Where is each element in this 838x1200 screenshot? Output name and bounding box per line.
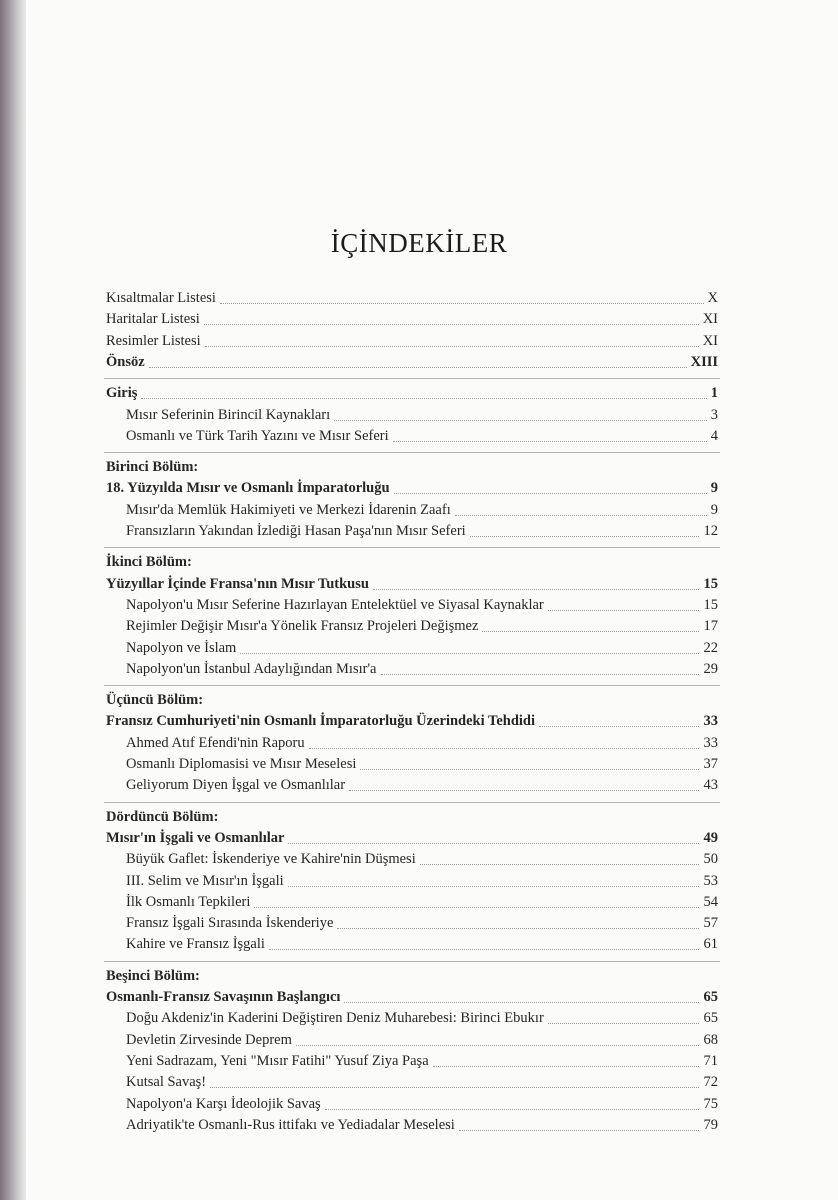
toc-page-number: 57 (703, 915, 718, 932)
toc-part-heading (0, 689, 838, 711)
dot-leader (254, 907, 699, 908)
toc-entry-label: Mısır Seferinin Birincil Kaynakları (126, 406, 331, 423)
toc-entry (0, 1029, 838, 1051)
toc-page-number: 33 (703, 713, 718, 730)
toc-chapter-entry (0, 351, 838, 373)
toc-entry-label: Adriyatik'te Osmanlı-Rus ittifakı ve Yediadalar Meselesi (126, 1116, 455, 1133)
dot-leader (220, 303, 704, 304)
toc-entry (0, 404, 838, 426)
toc-page-number: 9 (710, 501, 718, 518)
toc-page-number: 17 (703, 618, 718, 635)
toc-entry (0, 848, 838, 870)
section-divider (104, 378, 720, 379)
toc-page-number: 15 (703, 596, 718, 613)
toc-entry-label: Fransızların Yakından İzlediği Hasan Paşa'nın Mısır Seferi (126, 523, 466, 539)
dot-leader (149, 367, 687, 368)
toc-entry-label: Fransız İşgali Sırasında İskenderiye (126, 915, 334, 932)
toc-entry (0, 1007, 838, 1029)
toc-entry-label: Ahmed Atıf Efendi'nin Raporu (126, 734, 305, 751)
toc-part-heading-label: İkinci Bölüm: (106, 554, 192, 571)
toc-entry-label: III. Selim ve Mısır'ın İşgali (126, 872, 284, 889)
toc-page-number: 9 (710, 480, 718, 497)
dot-leader (349, 790, 699, 791)
toc-entry (0, 637, 838, 659)
toc-part-heading (0, 806, 838, 828)
toc-entry-label: Fransız Cumhuriyeti'nin Osmanlı İmparatorluğu Üzerindeki Tehdidi (106, 713, 536, 730)
toc-entry (0, 774, 838, 796)
toc-entry (0, 287, 838, 309)
toc-entry-label: Giriş (106, 385, 138, 402)
toc-chapter-entry (0, 710, 838, 732)
toc-chapter-entry (0, 986, 838, 1008)
toc-entry-label: Rejimler Değişir Mısır'a Yönelik Fransız Projeleri Değişmez (126, 618, 479, 635)
section-divider (104, 547, 720, 548)
toc-page-number: 65 (703, 989, 718, 1005)
toc-page-number: 65 (703, 1010, 718, 1027)
toc-entry-label: Büyük Gaflet: İskenderiye ve Kahire'nin Düşmesi (126, 851, 416, 868)
toc-entry-label: Osmanlı ve Türk Tarih Yazını ve Mısır Seferi (126, 427, 389, 444)
toc-entry (0, 1093, 838, 1115)
toc-page-number: 22 (703, 639, 718, 656)
toc-entry (0, 870, 838, 892)
toc-entry (0, 658, 838, 680)
dot-leader (337, 928, 699, 929)
toc-page-number: 71 (703, 1052, 718, 1069)
toc-part-heading (0, 965, 838, 987)
toc-entry-label: Yeni Sadrazam, Yeni "Mısır Fatihi" Yusuf Ziya Paşa (126, 1052, 429, 1069)
toc-entry-label: Mısır'ın İşgali ve Osmanlılar (106, 829, 285, 846)
dot-leader (344, 1002, 699, 1003)
toc-page-number: X (707, 290, 718, 306)
toc-entry (0, 308, 838, 330)
toc-entry (0, 912, 838, 934)
toc-page-number: 3 (710, 406, 718, 423)
toc-entry-label: Napolyon'un İstanbul Adaylığından Mısır'a (126, 660, 377, 677)
dot-leader (334, 420, 707, 421)
toc-entry (0, 499, 838, 521)
toc-entry-label: Geliyorum Diyen İşgal ve Osmanlılar (126, 777, 346, 794)
toc-entry-label: Napolyon'a Karşı İdeolojik Savaş (126, 1095, 321, 1112)
toc-page-number: XI (702, 311, 718, 328)
toc-page-number: XIII (690, 353, 718, 370)
toc-page-number: 37 (703, 756, 718, 772)
toc-entry (0, 330, 838, 352)
dot-leader (360, 769, 699, 770)
toc-entry-label: Doğu Akdeniz'in Kaderini Değiştiren Deniz Muharebesi: Birinci Ebukır (126, 1010, 544, 1027)
toc-entry (0, 732, 838, 754)
section-divider (104, 961, 720, 962)
toc-part-heading-label: Dördüncü Bölüm: (106, 808, 219, 825)
dot-leader (309, 748, 699, 749)
toc-page-number: 33 (703, 734, 718, 751)
page-title: İÇİNDEKİLER (330, 228, 508, 258)
dot-leader (420, 864, 699, 865)
dot-leader (210, 1087, 699, 1088)
dot-leader (381, 674, 699, 675)
dot-leader (269, 949, 699, 950)
toc-chapter-entry (0, 477, 838, 499)
dot-leader (433, 1066, 699, 1067)
dot-leader (548, 610, 699, 611)
toc-entry (0, 594, 838, 616)
toc-entry-label: Önsöz (106, 353, 145, 370)
toc-chapter-entry (0, 573, 838, 595)
toc-page-number: 1 (710, 385, 718, 402)
toc-entry (0, 1050, 838, 1072)
toc-entry-label: Resimler Listesi (106, 332, 201, 349)
dot-leader (455, 515, 707, 516)
toc-page-number: 54 (703, 893, 718, 910)
toc-entry-label: İlk Osmanlı Tepkileri (126, 893, 251, 910)
toc-entry-label: Devletin Zirvesinde Deprem (126, 1031, 292, 1048)
toc-page-number: 75 (703, 1095, 718, 1112)
toc-part-heading-label: Birinci Bölüm: (106, 459, 199, 476)
toc-entry-label: Kısaltmalar Listesi (106, 290, 216, 306)
toc-page-number: 72 (703, 1074, 718, 1091)
dot-leader (482, 631, 699, 632)
toc-page-number: 15 (703, 575, 718, 592)
toc-entry-label: Osmanlı Diplomasisi ve Mısır Meselesi (126, 756, 357, 772)
toc-page-number: 50 (703, 851, 718, 868)
dot-leader (240, 653, 699, 654)
dot-leader (288, 843, 699, 844)
dot-leader (204, 324, 699, 325)
toc-entry (0, 933, 838, 955)
toc-entry-label: Yüzyıllar İçinde Fransa'nın Mısır Tutkusu (106, 575, 369, 592)
toc-page-number: 4 (710, 427, 718, 444)
dot-leader (288, 886, 699, 887)
dot-leader (373, 589, 699, 590)
toc-entry (0, 1071, 838, 1093)
dot-leader (205, 346, 699, 347)
toc-page-number: XI (702, 332, 718, 349)
section-divider (104, 685, 720, 686)
section-divider (104, 452, 720, 453)
toc-page-number: 49 (703, 829, 718, 846)
toc-page-number: 79 (703, 1116, 718, 1133)
toc-page-number: 61 (703, 936, 718, 953)
toc-page-number: 53 (703, 872, 718, 889)
toc-page-number: 12 (703, 523, 718, 539)
toc-entry (0, 615, 838, 637)
toc-entry-label: Osmanlı-Fransız Savaşının Başlangıcı (106, 989, 341, 1005)
toc-chapter-entry (0, 382, 838, 404)
toc-entry (0, 891, 838, 913)
toc-page-number: 43 (703, 777, 718, 794)
dot-leader (394, 493, 707, 494)
toc-entry (0, 520, 838, 542)
dot-leader (325, 1109, 699, 1110)
dot-leader (296, 1045, 699, 1046)
toc-entry-label: Napolyon ve İslam (126, 639, 237, 656)
toc-entry-label: Kahire ve Fransız İşgali (126, 936, 265, 953)
toc-page-number: 29 (703, 660, 718, 677)
dot-leader (459, 1130, 699, 1131)
toc-entry-label: Mısır'da Memlük Hakimiyeti ve Merkezi İdarenin Zaafı (126, 501, 451, 518)
toc-entry (0, 753, 838, 775)
toc-page-number: 68 (703, 1031, 718, 1048)
toc-chapter-entry (0, 827, 838, 849)
toc-entry (0, 1114, 838, 1136)
dot-leader (539, 726, 699, 727)
toc-entry (0, 425, 838, 447)
dot-leader (470, 536, 699, 537)
dot-leader (548, 1023, 699, 1024)
toc-entry-label: 18. Yüzyılda Mısır ve Osmanlı İmparatorluğu (106, 480, 390, 497)
toc-part-heading-label: Üçüncü Bölüm: (106, 692, 204, 709)
dot-leader (393, 441, 707, 442)
toc-entry-label: Napolyon'u Mısır Seferine Hazırlayan Entelektüel ve Siyasal Kaynaklar (126, 596, 544, 613)
toc-part-heading (0, 456, 838, 478)
dot-leader (141, 398, 707, 399)
toc-entry-label: Kutsal Savaş! (126, 1074, 207, 1091)
section-divider (104, 802, 720, 803)
toc-entry-label: Haritalar Listesi (106, 311, 200, 328)
toc-part-heading (0, 551, 838, 573)
toc-part-heading-label: Beşinci Bölüm: (106, 967, 200, 984)
